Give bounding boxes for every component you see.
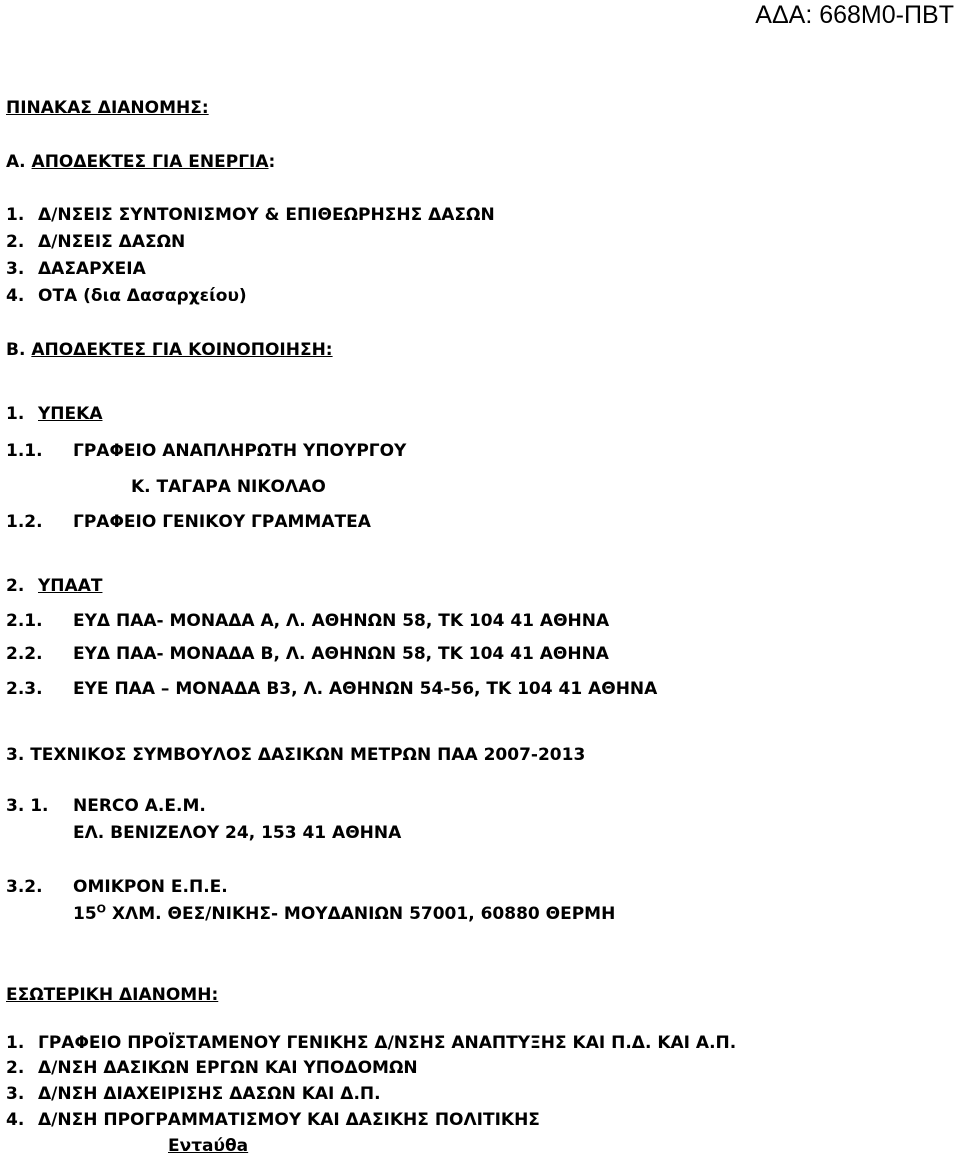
internal-item-4 [6,1110,540,1130]
ypaat-item-text: ΕΥΔ ΠΑΑ- ΜΟΝΑΔΑ Β, Λ. ΑΘΗΝΩΝ 58, ΤΚ 104 41 ΑΘΗΝΑ [73,644,609,664]
notification-heading-prefix: Β. [6,340,32,360]
ypaat-item-num: 2.3. [6,679,43,699]
internal-item-num: 2. [6,1058,25,1078]
action-item-text: ΔΑΣΑΡΧΕΙΑ [38,259,146,279]
internal-item-text: ΓΡΑΦΕΙΟ ΠΡΟΪΣΤΑΜΕΝΟΥ ΓΕΝΙΚΗΣ Δ/ΝΣΗΣ ΑΝΑΠΤΥΞΗΣ ΚΑΙ Π.Δ. ΚΑΙ Α.Π. [38,1033,737,1053]
ypeka-num: 1. [6,404,25,424]
advisor-item-num: 3.2. [6,877,43,897]
action-item-3 [6,259,146,279]
internal-item-num: 3. [6,1084,25,1104]
address-rest: ΧΛΜ. ΘΕΣ/ΝΙΚΗΣ- ΜΟΥΔΑΝΙΩΝ 57001, 60880 ΘΕΡΜΗ [106,904,616,924]
action-item-num: 4. [6,286,25,306]
internal-item-2 [6,1058,418,1078]
ypaat-item-text: ΕΥΔ ΠΑΑ- ΜΟΝΑΔΑ Α, Λ. ΑΘΗΝΩΝ 58, ΤΚ 104 41 ΑΘΗΝΑ [73,611,610,631]
advisor-item-name: NERCO Α.Ε.Μ. [73,796,206,816]
action-recipients-heading [6,152,275,172]
ypaat-item-text: ΕΥΕ ΠΑΑ – ΜΟΝΑΔΑ Β3, Λ. ΑΘΗΝΩΝ 54-56, ΤΚ 104 41 ΑΘΗΝΑ [73,679,658,699]
ypaat-item-num: 2.2. [6,644,43,664]
ypaat-item-1 [6,611,609,631]
action-item-2 [6,232,185,252]
action-item-4 [6,286,247,306]
action-item-text: Δ/ΝΣΕΙΣ ΔΑΣΩΝ [38,232,186,252]
address-sup: Ο [96,902,107,916]
ypeka-item-text: ΓΡΑΦΕΙΟ ΓΕΝΙΚΟΥ ΓΡΑΜΜΑΤΕΑ [73,512,371,532]
internal-item-text: Δ/ΝΣΗ ΔΑΣΙΚΩΝ ΕΡΓΩΝ ΚΑΙ ΥΠΟΔΟΜΩΝ [38,1058,418,1078]
ypeka-item-3 [6,512,371,532]
ypeka-heading [6,404,102,424]
ypaat-heading [6,576,102,596]
ypeka-text: ΥΠΕΚΑ [38,404,103,424]
internal-item-1 [6,1033,736,1053]
ypeka-item-num: 1.1. [6,441,43,461]
ada-code: ΑΔΑ: 668Μ0-ΠΒΤ [755,1,954,29]
action-item-text: Δ/ΝΣΕΙΣ ΣΥΝΤΟΝΙΣΜΟΥ & ΕΠΙΘΕΩΡΗΣΗΣ ΔΑΣΩΝ [38,205,495,225]
action-item-num: 1. [6,205,25,225]
advisor-item-2-address [73,904,615,924]
internal-item-num: 4. [6,1110,25,1130]
advisor-item-1-address: ΕΛ. ΒΕΝΙΖΕΛΟΥ 24, 153 41 ΑΘΗΝΑ [73,823,402,843]
internal-item-3 [6,1084,381,1104]
ypaat-item-2 [6,644,609,664]
ypaat-item-3 [6,679,657,699]
ypaat-num: 2. [6,576,25,596]
address-km: 15 [73,904,97,924]
ypaat-item-num: 2.1. [6,611,43,631]
action-item-text: ΟΤΑ (δια Δασαρχείου) [38,286,247,306]
ypeka-item-num: 1.2. [6,512,43,532]
internal-item-text: Δ/ΝΣΗ ΠΡΟΓΡΑΜΜΑΤΙΣΜΟΥ ΚΑΙ ΔΑΣΙΚΗΣ ΠΟΛΙΤΙΚΗΣ [38,1110,540,1130]
distribution-title: ΠΙΝΑΚΑΣ ΔΙΑΝΟΜΗΣ: [6,98,209,118]
ypeka-item-2: Κ. ΤΑΓΑΡΑ ΝΙΚΟΛΑΟ [131,477,326,497]
advisor-item-2 [6,877,228,897]
ypeka-item-text: ΓΡΑΦΕΙΟ ΑΝΑΠΛΗΡΩΤΗ ΥΠΟΥΡΓΟΥ [73,441,407,461]
advisor-item-1 [6,796,206,816]
action-item-1 [6,205,495,225]
notification-heading-main: ΑΠΟΔΕΚΤΕΣ ΓΙΑ ΚΟΙΝΟΠΟΙΗΣΗ: [31,340,333,360]
ypeka-item-1 [6,441,406,461]
internal-item-text: Δ/ΝΣΗ ΔΙΑΧΕΙΡΙΣΗΣ ΔΑΣΩΝ ΚΑΙ Δ.Π. [38,1084,381,1104]
action-item-num: 3. [6,259,25,279]
advisor-item-num: 3. 1. [6,796,49,816]
action-heading-suffix: : [268,152,276,172]
internal-here-label: Εντaύθa [168,1136,249,1156]
action-item-num: 2. [6,232,25,252]
action-heading-prefix: Α. [6,152,32,172]
ypaat-text: ΥΠΑΑΤ [38,576,103,596]
action-heading-main: ΑΠΟΔΕΚΤΕΣ ΓΙΑ ΕΝΕΡΓΙΑ [31,152,269,172]
internal-distribution-title: ΕΣΩΤΕΡΙΚΗ ΔΙΑΝΟΜΗ: [6,985,219,1005]
internal-item-num: 1. [6,1033,25,1053]
advisor-item-name: ΟΜΙΚΡΟΝ Ε.Π.Ε. [73,877,228,897]
notification-recipients-heading [6,340,333,360]
technical-advisor-heading: 3. ΤΕΧΝΙΚΟΣ ΣΥΜΒΟΥΛΟΣ ΔΑΣΙΚΩΝ ΜΕΤΡΩΝ ΠΑΑ 2007-2013 [6,745,586,765]
